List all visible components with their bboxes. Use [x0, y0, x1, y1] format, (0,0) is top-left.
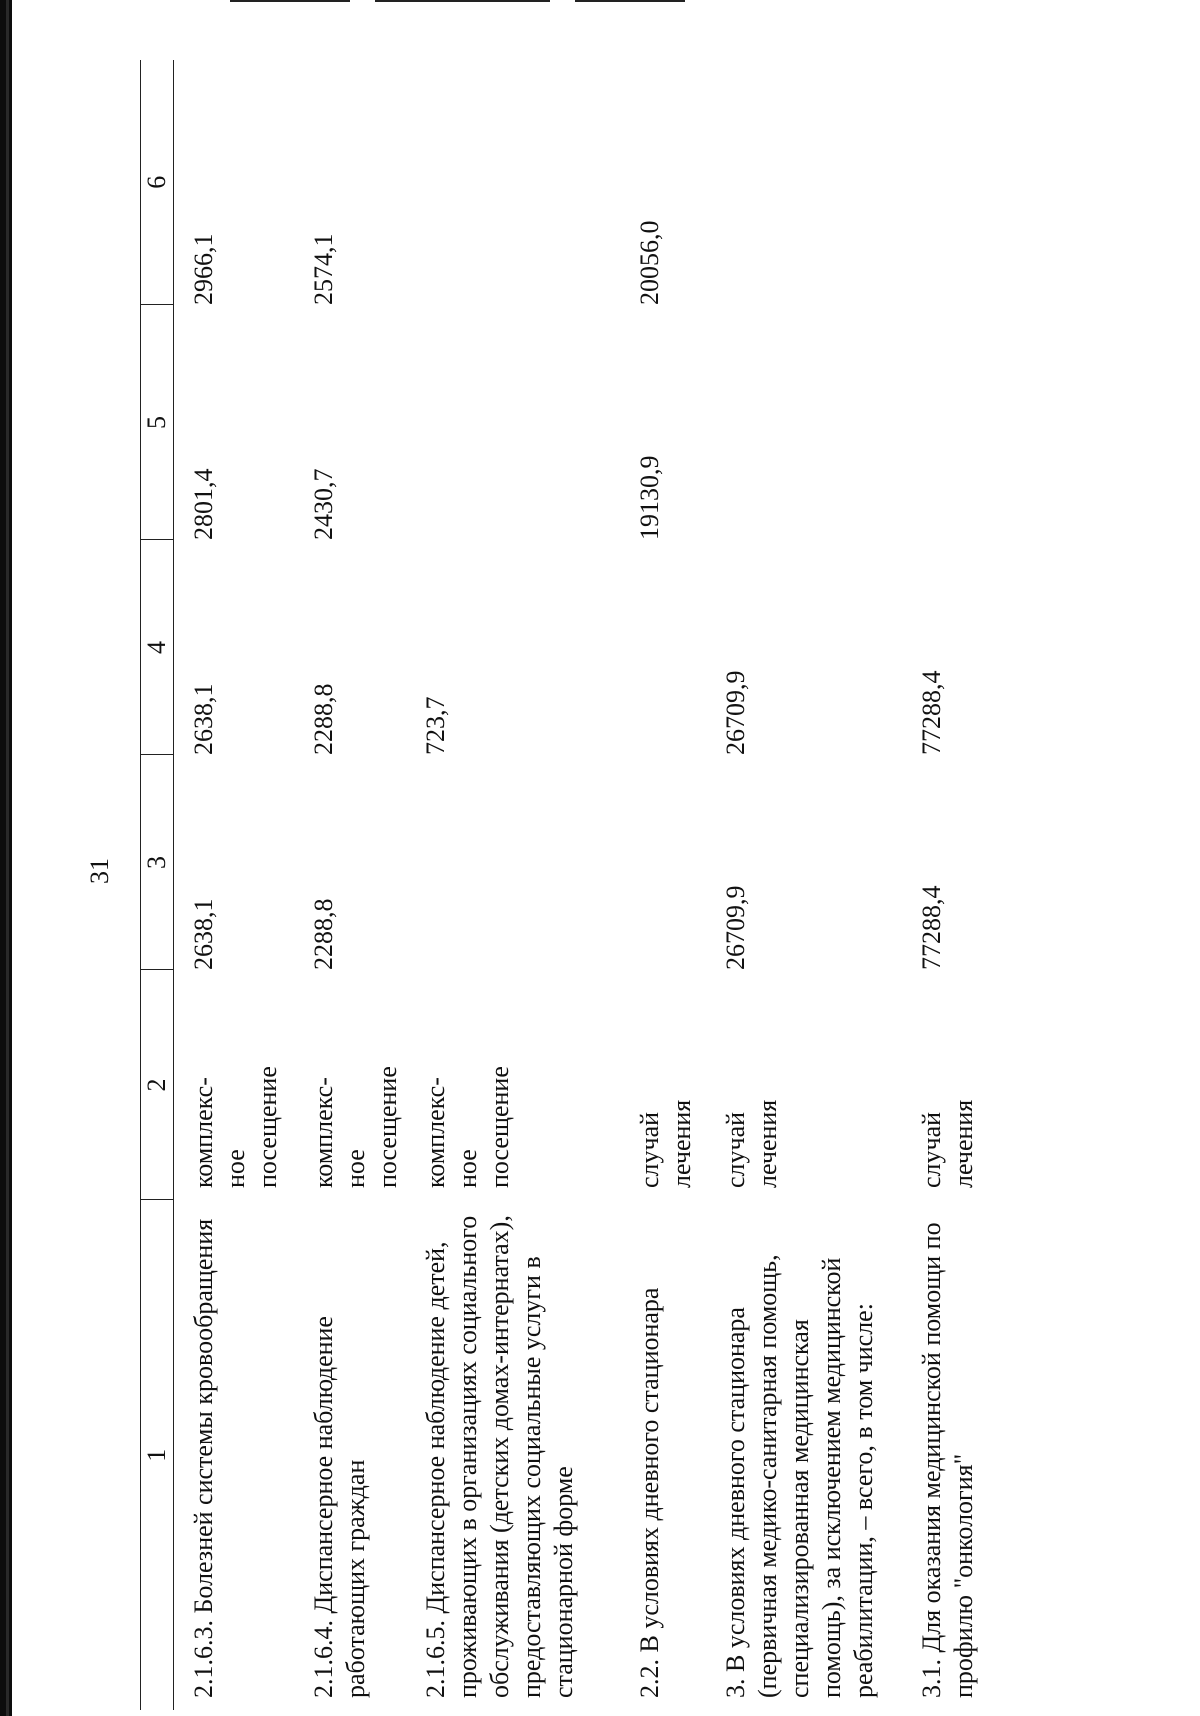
- header-col-1: 1: [141, 1200, 174, 1710]
- value-col-5: 19130,9: [635, 455, 664, 540]
- value-col-6: [406, 60, 620, 305]
- table-row: [174, 60, 295, 1710]
- unit-line: ное: [221, 1149, 250, 1188]
- unit-cell: [620, 970, 706, 1200]
- value-col-5: 2430,7: [309, 468, 338, 540]
- value-col-4: 2638,1: [189, 683, 218, 755]
- value-col-3: 2288,8: [309, 898, 338, 970]
- page-number: 31: [85, 858, 114, 884]
- unit-line: случай: [635, 1111, 664, 1188]
- scan-edge-highlight: [6, 0, 9, 1716]
- table-container: [140, 60, 1060, 1710]
- unit-line: комплекс-: [309, 1077, 338, 1188]
- value-col-4: 77288,4: [917, 670, 946, 755]
- header-col-3: 3: [141, 755, 174, 970]
- value-col-3: [620, 755, 706, 970]
- unit-cell: [706, 970, 902, 1200]
- value-col-5: [902, 305, 1026, 540]
- row-label: 3. В условиях дневного стационара (первичная медико-санитарная помощь, специализированная медицинская помощь), за исключением медицинской реабилитации, – всего, в том числе:: [721, 1254, 878, 1698]
- row-label: 3.1. Для оказания медицинской помощи по профилю "онкология": [917, 1222, 978, 1698]
- header-col-4: 4: [141, 540, 174, 755]
- row-label: 2.2. В условиях дневного стационара: [635, 1287, 664, 1698]
- unit-line: комплекс-: [189, 1077, 218, 1188]
- value-col-3: [406, 755, 620, 970]
- table-row: [902, 60, 1026, 1710]
- value-col-3: 2638,1: [189, 898, 218, 970]
- value-col-4: 723,7: [421, 696, 450, 755]
- value-col-6: 2574,1: [309, 233, 338, 305]
- value-col-6: 2966,1: [189, 233, 218, 305]
- unit-line: случай: [917, 1111, 946, 1188]
- value-col-4: [620, 540, 706, 755]
- unit-line: посещение: [253, 1066, 282, 1188]
- value-col-5: 2801,4: [189, 468, 218, 540]
- table-row: [294, 60, 406, 1710]
- row-label: 2.1.6.4. Диспансерное наблюдение работающих граждан: [309, 1316, 370, 1698]
- scan-mark: [575, 0, 685, 2]
- table-row: [406, 60, 620, 1710]
- unit-cell: [294, 970, 406, 1200]
- header-row: [141, 60, 174, 1710]
- unit-line: лечения: [667, 1099, 696, 1188]
- scan-mark: [375, 0, 550, 2]
- unit-cell: [406, 970, 620, 1200]
- unit-line: ное: [341, 1149, 370, 1188]
- value-col-3: 26709,9: [721, 885, 750, 970]
- unit-line: посещение: [373, 1066, 402, 1188]
- unit-line: случай: [721, 1111, 750, 1188]
- data-table: [140, 60, 1026, 1710]
- value-col-5: [706, 305, 902, 540]
- value-col-6: [902, 60, 1026, 305]
- scan-marks: [230, 0, 700, 4]
- value-col-6: [706, 60, 902, 305]
- value-col-6: 20056,0: [635, 220, 664, 305]
- unit-line: лечения: [949, 1099, 978, 1188]
- value-col-3: 77288,4: [917, 885, 946, 970]
- unit-line: посещение: [485, 1066, 514, 1188]
- table-row: [706, 60, 902, 1710]
- unit-cell: [902, 970, 1026, 1200]
- unit-line: лечения: [753, 1099, 782, 1188]
- header-col-6: 6: [141, 60, 174, 305]
- scan-mark: [230, 0, 350, 2]
- header-col-2: 2: [141, 970, 174, 1200]
- header-col-5: 5: [141, 305, 174, 540]
- unit-cell: [174, 970, 295, 1200]
- value-col-5: [406, 305, 620, 540]
- value-col-4: 2288,8: [309, 683, 338, 755]
- row-label: 2.1.6.5. Диспансерное наблюдение детей, проживающих в организациях социального обслуживания (детских домах-интернатах), предоставляющих социальные услуги в стационарной форме: [421, 1215, 578, 1698]
- table-row: [620, 60, 706, 1710]
- value-col-4: 26709,9: [721, 670, 750, 755]
- unit-line: ное: [453, 1149, 482, 1188]
- unit-line: комплекс-: [421, 1077, 450, 1188]
- scan-edge: [0, 0, 12, 1716]
- row-label: 2.1.6.3. Болезней системы кровообращения: [189, 1218, 218, 1698]
